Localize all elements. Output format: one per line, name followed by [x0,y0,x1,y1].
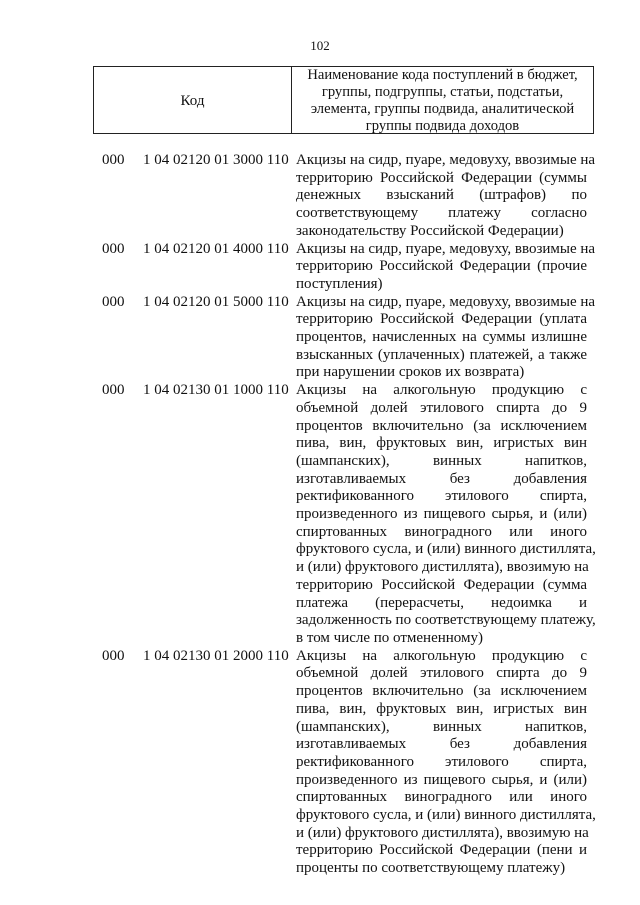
admin-code: 000 [102,647,125,664]
description-line: изготавливаемых без добавления [296,470,587,487]
description-line: территорию Российской Федерации (суммы [296,169,587,186]
description-line: (шампанских), винных напитков, [296,452,587,469]
description-line: пива, вин, фруктовых вин, игристых вин [296,435,587,452]
admin-code: 000 [102,382,125,399]
description-line: территорию Российской Федерации (прочие [296,258,587,275]
description-line: произведенного из пищевого сырья, и (или) [296,771,587,788]
admin-code: 000 [102,240,125,257]
revenue-code: 1 04 02130 01 1000 110 [143,382,289,399]
description-line: соответствующему платежу согласно [296,205,587,222]
header-name-line: элемента, группы подвида, аналитической [310,101,575,117]
description-line: и (или) фруктового дистиллята), ввозимую на [296,824,589,841]
description-line: Акцизы на сидр, пуаре, медовуху, ввозимые на [296,293,596,310]
description-line: ректификованного этилового спирта, [296,753,587,770]
header-name-line: Наименование кода поступлений в бюджет, [307,67,578,83]
description-line: объемной долей этилового спирта до 9 [296,399,587,416]
revenue-code: 1 04 02120 01 4000 110 [143,240,289,257]
description-line: спиртованных виноградного или иного [296,789,587,806]
description-line: платежа (перерасчеты, недоимка и [296,594,587,611]
entries-list [0,152,640,878]
revenue-code: 1 04 02120 01 3000 110 [143,152,289,168]
description-line: процентов, начисленных на суммы излишне [296,329,587,346]
description-line: взысканных (уплаченных) платежей, а также [296,346,587,363]
admin-code: 000 [102,152,125,168]
table-header [93,66,594,134]
description-line: произведенного из пищевого сырья, и (или) [296,506,587,523]
description-line: ректификованного этилового спирта, [296,488,587,505]
header-name-line: группы подвида доходов [365,118,520,134]
revenue-description [296,152,596,241]
description-line: территорию Российской Федерации (сумма [296,576,587,593]
description-line: законодательству Российской Федерации) [296,222,564,239]
table-row [0,648,640,878]
description-line: Акцизы на сидр, пуаре, медовуху, ввозимые на [296,152,596,168]
description-line: процентов включительно (за исключением [296,683,587,700]
description-line: изготавливаемых без добавления [296,736,587,753]
revenue-code: 1 04 02120 01 5000 110 [143,293,289,310]
description-line: пива, вин, фруктовых вин, игристых вин [296,700,587,717]
header-code-cell [94,67,292,133]
description-line: при нарушении сроков их возврата) [296,364,525,381]
revenue-description [296,293,596,383]
revenue-code: 1 04 02130 01 2000 110 [143,647,289,664]
revenue-description [296,647,596,878]
description-line: Акцизы на алкогольную продукцию с [296,382,587,399]
description-line: территорию Российской Федерации (пени и [296,842,587,859]
description-line: проценты по соответствующему платежу) [296,860,566,877]
table-row [0,382,640,648]
admin-code: 000 [102,293,125,310]
description-line: Акцизы на сидр, пуаре, медовуху, ввозимые на [296,240,596,257]
description-line: (шампанских), винных напитков, [296,718,587,735]
description-line: и (или) фруктового дистиллята), ввозимую на [296,559,589,576]
table-row [0,241,640,294]
revenue-description [296,382,596,648]
description-line: спиртованных виноградного или иного [296,523,587,540]
description-line: фруктового сусла, и (или) винного дистиллята, [296,541,596,558]
header-code-label: Код [180,92,205,109]
table-row [0,294,640,383]
description-line: поступления) [296,275,383,292]
header-name-line: группы, подгруппы, статьи, подстатьи, [321,84,564,100]
description-line: в том числе по отмененному) [296,629,483,646]
revenue-description [296,240,596,294]
header-name-cell [292,67,593,133]
description-line: задолженность по соответствующему платежу, [296,612,596,629]
description-line: процентов включительно (за исключением [296,417,587,434]
table-row [0,152,640,241]
description-line: территорию Российской Федерации (уплата [296,311,587,328]
description-line: объемной долей этилового спирта до 9 [296,665,587,682]
description-line: денежных взысканий (штрафов) по [296,187,587,204]
page-number: 102 [310,38,330,53]
description-line: фруктового сусла, и (или) винного дистиллята, [296,807,596,824]
description-line: Акцизы на алкогольную продукцию с [296,647,587,664]
